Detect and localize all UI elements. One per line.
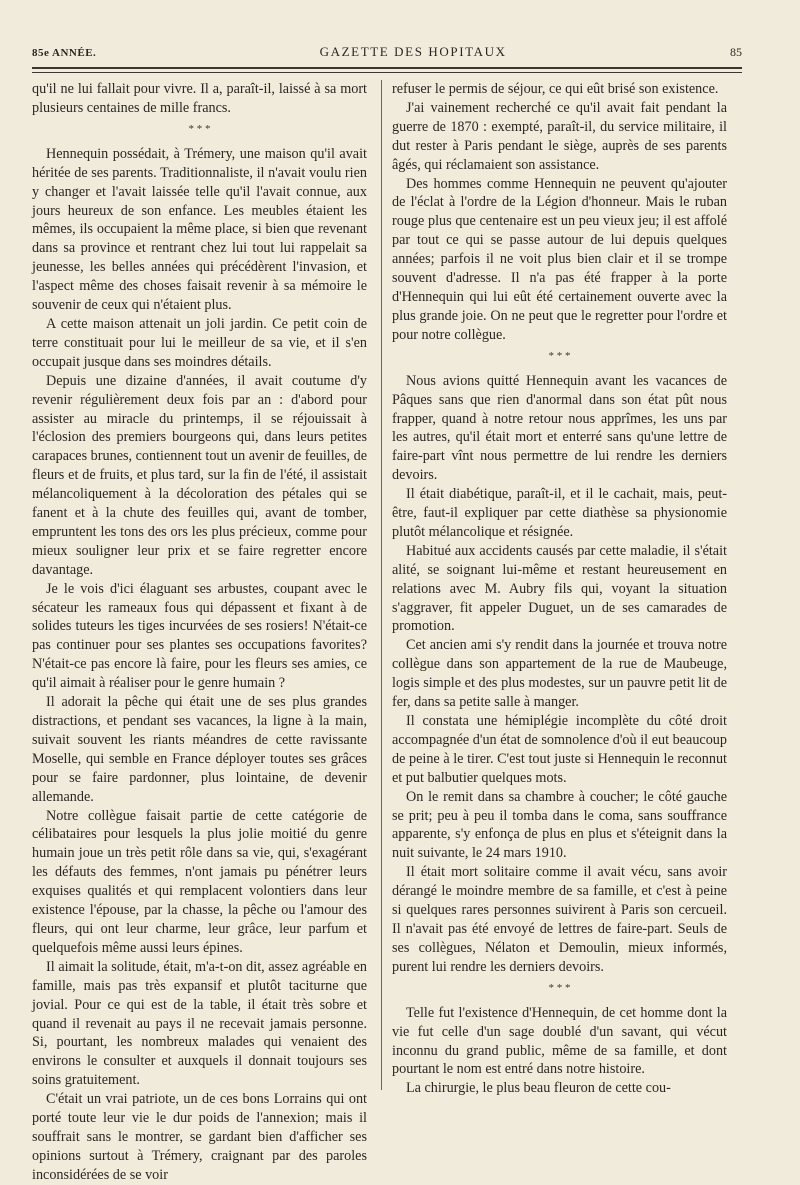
paragraph: A cette maison attenait un joli jardin. Ce petit coin de terre constituait pour lui le meilleur de sa vie, et il s'en occupait jusque dans ses moindres détails. bbox=[32, 315, 367, 370]
paragraph: Je le vois d'ici élaguant ses arbustes, coupant avec le sécateur les rameaux fous qui dépassent et fixant à de solides tuteurs les tiges incurvées de ses rosiers! N'était-ce pas continuer pour ses plantes ses occupations favorites? N'était-ce pas encore là faire, pour les fleurs ses amies, ce qu'il aimait à réaliser pour le genre humain ? bbox=[32, 580, 367, 692]
section-separator: * * * bbox=[548, 349, 571, 362]
paragraph: Hennequin possédait, à Trémery, une maison qu'il avait héritée de ses parents. Traditionnaliste, il n'avait voulu rien y changer et l'avait laissée telle qu'il l'avait connue, aux jours heureux de son enfance. Les meubles étaient les mêmes, ils occupaient la même place, si bien que revenant dans sa province et rentrant chez lui tout lui rappelait sa jeunesse, les belles années qui précédèrent l'invasion, et l'aspect même des choses faisait revenir à sa mémoire le souvenir de ceux qui n'étaient plus. bbox=[32, 145, 367, 314]
paragraph: Il était diabétique, paraît-il, et il le cachait, mais, peut-être, faut-il expliquer par cette diathèse sa physionomie plutôt mélancolique et résignée. bbox=[392, 486, 727, 540]
journal-title: GAZETTE DES HOPITAUX bbox=[319, 44, 507, 59]
paragraph: Il était mort solitaire comme il avait vécu, sans avoir dérangé le moindre membre de sa famille, et c'est à peine si quelques rares personnes suivirent à Paris son cercueil. Il n'avait pas été envoyé de lettres de faire-part. Seuls de ses collègues, Nélaton et Demoulin, mieux informés, purent lui rendre les derniers devoirs. bbox=[392, 864, 727, 975]
paragraph: Telle fut l'existence d'Hennequin, de cet homme dont la vie fut celle d'un sage doublé d'un savant, qui vécut inconnu du grand public, même de sa famille, et dont pourtant le nom est entré dans notre histoire. bbox=[392, 1004, 727, 1078]
header-rule-thin bbox=[32, 72, 742, 73]
left-column bbox=[32, 80, 367, 1185]
paragraph: Des hommes comme Hennequin ne peuvent qu'ajouter de l'éclat à l'ordre de la Légion d'honneur. Mais le ruban rouge plus que centenaire est un peu vieux jeu; il est affolé par tout ce qui se passe autour de lui depuis quelques années; parfois il ne voit plus bien clair et il se trompe souvent d'adresse. Il n'a pas été frapper à la porte d'Hennequin qui lui eût été certainement ouverte avec la plus grande joie. On ne peut que le regretter pour l'ordre et pour notre collègue. bbox=[392, 175, 727, 343]
paragraph: Il adorait la pêche qui était une de ses plus grandes distractions, et pendant ses vacances, la ligne à la main, suivait souvent les riants méandres de cette ravissante Moselle, qui semble en France déployer toutes ses grâces pour se faire pardonner, plus lointaine, de devenir allemande. bbox=[32, 694, 367, 805]
paragraph: Il constata une hémiplégie incomplète du côté droit accompagnée d'un état de somnolence d'où il eut beaucoup de peine à le tirer. C'est tout juste si Hennequin le reconnut et put balbutier quelques mots. bbox=[392, 713, 727, 786]
running-head bbox=[32, 44, 742, 64]
right-column bbox=[392, 80, 727, 1098]
page-number: 85 bbox=[729, 45, 742, 59]
paragraph: Depuis une dizaine d'années, il avait coutume d'y revenir régulièrement deux fois par an : d'abord pour assister au miracle du printemps, il se réjouissait à l'éclosion des premiers bourgeons qui, dans leurs petites carapaces brunes, contiennent tout un avenir de feuilles, de fleurs et de fruits, et plus tard, sur la fin de l'été, il assistait mélancoliquement à la décoloration des pétales qui se fanent et à la chute des feuilles qui, avant de tomber, empruntent les tons des ors les plus précieux, comme pour mieux souligner leur prix et se faire regretter encore davantage. bbox=[32, 372, 367, 578]
paragraph: Il aimait la solitude, était, m'a-t-on dit, assez agréable en famille, mais pas très expansif et plutôt taciturne que jovial. Pour ce qui est de la table, il était très sobre et quand il revenait au pays il ne recevait jamais personne. Si, pourtant, les nombreux malades qui venaient des environs le consulter et auxquels il donnait toujours ses soins gratuitement. bbox=[32, 958, 367, 1089]
paragraph: Nous avions quitté Hennequin avant les vacances de Pâques sans que rien d'anormal dans son état pût nous frapper, quand à notre retour nous apprîmes, les uns par les autres, qu'il était mort et enterré sans qu'une lettre de faire-part vînt nous permettre de lui rendre les derniers devoirs. bbox=[392, 372, 727, 484]
paragraph: J'ai vainement recherché ce qu'il avait fait pendant la guerre de 1870 : exempté, paraît-il, du service militaire, il dut rester à Paris pendant le siège, auprès de ses parents âgés, qui réclamaient son assistance. bbox=[392, 99, 727, 173]
paragraph: Habitué aux accidents causés par cette maladie, il s'était alité, se soignant lui-même et restant heureusement en relations avec M. Aubry fils qui, voyant la situation s'aggraver, fit appeler Duguet, un de ses camarades de promotion. bbox=[392, 542, 727, 635]
section-separator: * * * bbox=[548, 981, 571, 994]
paragraph: Cet ancien ami s'y rendit dans la journée et trouva notre collègue dans son appartement de la rue de Maubeuge, logis simple et des plus modestes, sur un pauvre petit lit de fer, dans sa petite salle à manger. bbox=[392, 637, 727, 711]
paragraph: On le remit dans sa chambre à coucher; le côté gauche se prit; peu à peu il tomba dans le coma, sans souffrance apparente, s'y enfonça de plus en plus et s'éteignit dans la nuit suivante, le 24 mars 1910. bbox=[392, 788, 727, 862]
paragraph: C'était un vrai patriote, un de ces bons Lorrains qui ont porté toute leur vie le dur poids de l'annexion; mais il souffrait sans le montrer, se gardant bien d'afficher ses opinions surtout à Trémery, craignant par des paroles inconsidérées de se voir bbox=[32, 1091, 367, 1183]
paragraph: qu'il ne lui fallait pour vivre. Il a, paraît-il, laissé à sa mort plusieurs centaines de mille francs. bbox=[32, 81, 367, 116]
paragraph: Notre collègue faisait partie de cette catégorie de célibataires pour lesquels la plus jolie moitié du genre humain joue un très petit rôle dans sa vie, qui, s'exagérant les défauts des femmes, n'ont jamais pu pénétrer leurs exquises qualités et qui remplacent volontiers dans leur existence l'épouse, par la chasse, la pêche ou l'amour des fleurs, qui ont leur charme, leur grâce, leur parfum et quelquefois même aussi leurs épines. bbox=[32, 807, 367, 956]
section-separator: * * * bbox=[188, 122, 211, 135]
year-label: 85e ANNÉE. bbox=[32, 47, 97, 59]
header-rule-thick bbox=[32, 67, 742, 69]
paragraph: refuser le permis de séjour, ce qui eût brisé son existence. bbox=[392, 81, 719, 97]
column-divider bbox=[381, 80, 382, 1090]
paragraph: La chirurgie, le plus beau fleuron de cette cou- bbox=[406, 1080, 671, 1097]
